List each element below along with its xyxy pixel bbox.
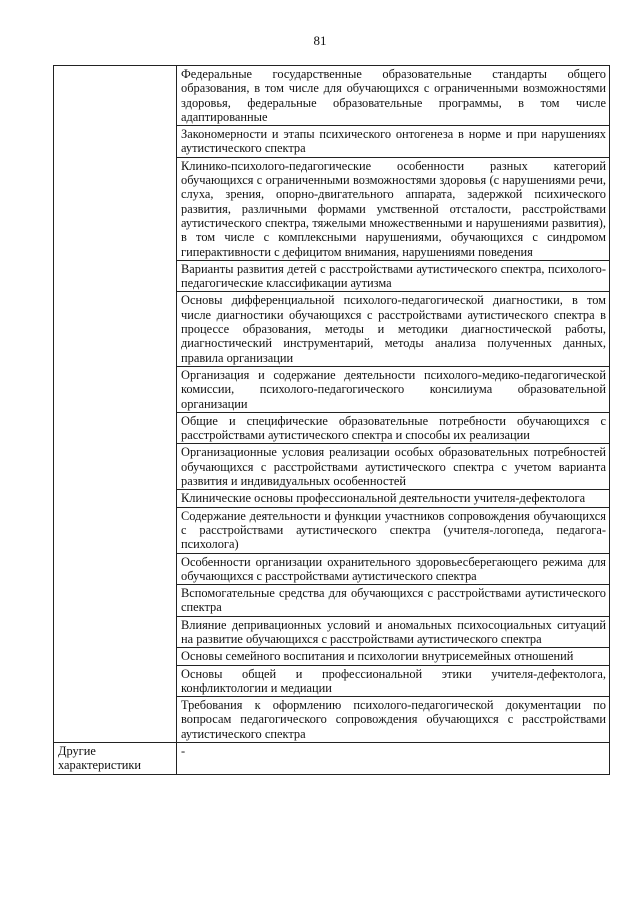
knowledge-item: Основы дифференциальной психолого-педагогической диагностики, в том числе диагностики обучающихся с расстройствами аутистического спектра в процессе образования, методы и методики диагностической работы, диагностический инструментарий, методы анализа полученных данных, правила организации <box>177 291 609 365</box>
knowledge-item: Особенности организации охранительного здоровьесберегающего режима для обучающихся с расстройствами аутистического спектра <box>177 553 609 585</box>
knowledge-label-cell <box>54 66 177 743</box>
knowledge-item: Основы общей и профессиональной этики учителя-дефектолога, конфликтологии и медиации <box>177 665 609 697</box>
knowledge-item: Закономерности и этапы психического онтогенеза в норме и при нарушениях аутистического спектра <box>177 125 609 157</box>
knowledge-item: Общие и специфические образовательные потребности обучающихся с расстройствами аутистического спектра и способы их реализации <box>177 412 609 444</box>
knowledge-item: Влияние депривационных условий и аномальных психосоциальных ситуаций на развитие обучающихся с расстройствами аутистического спектра <box>177 616 609 648</box>
knowledge-item: Варианты развития детей с расстройствами аутистического спектра, психолого-педагогические классификации аутизма <box>177 260 609 292</box>
knowledge-item: Клинико-психолого-педагогические особенности разных категорий обучающихся с ограниченными возможностями здоровья (с нарушениями речи, слуха, зрения, опорно-двигательного аппарата, задержкой психического развития, различными формами умственной отсталости, расстройствами аутистического спектра, тяжелыми множественными и нарушениями развития), в том числе с комплексными нарушениями, обучающихся с синдромом гиперактивности с дефицитом внимания, нарушениями поведения <box>177 157 609 260</box>
knowledge-row <box>54 66 610 743</box>
other-characteristics-label: Другие характеристики <box>58 744 142 773</box>
knowledge-item: Основы семейного воспитания и психологии внутрисемейных отношений <box>177 647 609 664</box>
knowledge-item: Содержание деятельности и функции участников сопровождения обучающихся с расстройствами аутистического спектра (учителя-логопеда, педагога-психолога) <box>177 507 609 553</box>
page-number: 81 <box>313 33 327 48</box>
knowledge-item: Организационные условия реализации особых образовательных потребностей обучающихся с расстройствами аутистического спектра с учетом варианта развития и индивидуальных особенностей <box>177 443 609 489</box>
knowledge-item: Вспомогательные средства для обучающихся с расстройствами аутистического спектра <box>177 584 609 616</box>
knowledge-item: Федеральные государственные образовательные стандарты общего образования, в том числе для обучающихся с ограниченными возможностями здоровья, федеральные образовательные программы, в том числе адаптированные <box>181 67 606 124</box>
knowledge-item: Требования к оформлению психолого-педагогической документации по вопросам педагогического сопровождения обучающихся с расстройствами аутистического спектра <box>177 696 609 742</box>
other-characteristics-value-cell <box>177 743 610 775</box>
other-characteristics-label-cell <box>54 743 177 775</box>
other-characteristics-row <box>54 743 610 775</box>
other-characteristics-value: - <box>181 744 186 759</box>
requirements-table <box>53 65 610 775</box>
knowledge-item: Организация и содержание деятельности психолого-медико-педагогической комиссии, психолого-педагогического консилиума образовательной организации <box>177 366 609 412</box>
knowledge-item: Клинические основы профессиональной деятельности учителя-дефектолога <box>177 489 609 506</box>
knowledge-items-cell <box>177 66 610 743</box>
